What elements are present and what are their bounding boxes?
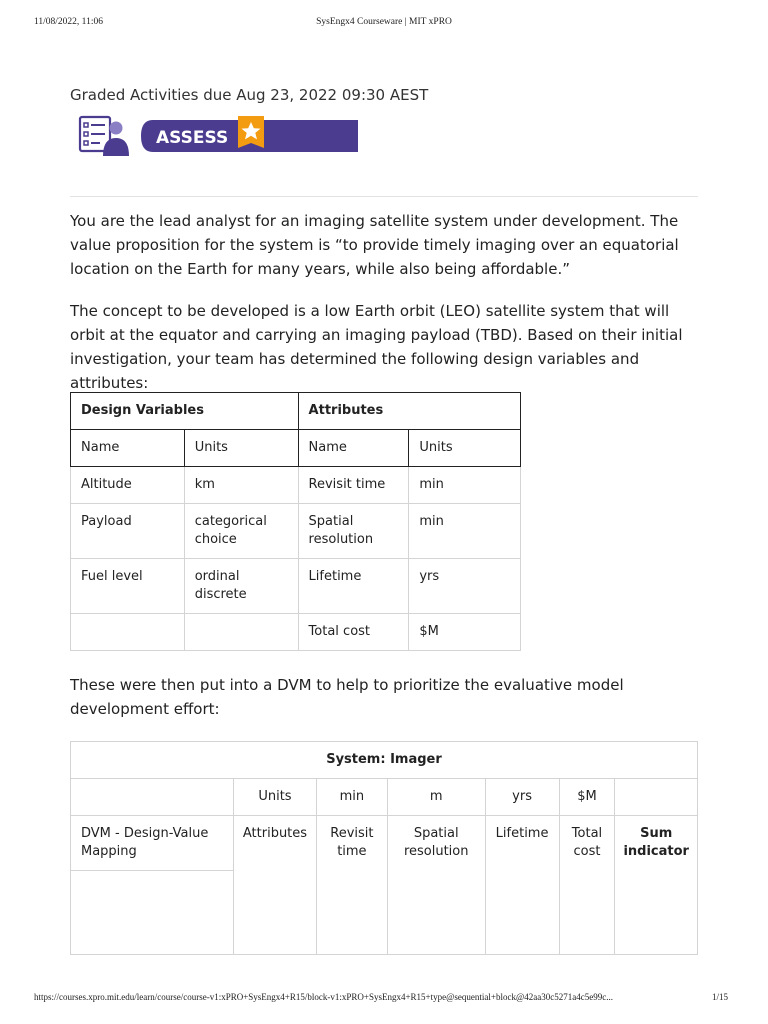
- graded-activities-due: Graded Activities due Aug 23, 2022 09:30 AEST: [70, 86, 429, 104]
- table-cell: Total cost: [559, 816, 615, 955]
- section-divider: [70, 196, 698, 197]
- table-cell: Revisit time: [316, 816, 387, 955]
- print-url: https://courses.xpro.mit.edu/learn/course/course-v1:xPRO+SysEngx4+R15/block-v1:xPRO+SysEngx4+R15+type@sequential+block@42aa30c5271a4c5e99c...: [34, 992, 613, 1002]
- table-row: [71, 504, 521, 559]
- table-cell: Altitude: [71, 467, 185, 504]
- table-cell: Fuel level: [71, 559, 185, 614]
- table-cell: $M: [409, 614, 521, 651]
- table-cell: Spatial resolution: [387, 816, 485, 955]
- design-variables-header: Design Variables: [71, 393, 299, 430]
- table-cell: [71, 779, 234, 816]
- design-variables-table: [70, 392, 521, 651]
- attributes-header: Attributes: [298, 393, 520, 430]
- page-number: 1/15: [712, 992, 729, 1002]
- table-cell: [184, 614, 298, 651]
- dvm-label-cell: [71, 816, 234, 955]
- table-row: [71, 614, 521, 651]
- dvm-label: DVM - Design-Value Mapping: [71, 816, 233, 871]
- checklist-person-icon: [80, 117, 129, 156]
- table-group-header-row: [71, 393, 521, 430]
- table-cell: min: [316, 779, 387, 816]
- table-cell: Total cost: [298, 614, 409, 651]
- table-cell: [71, 614, 185, 651]
- dvm-paragraph: These were then put into a DVM to help to prioritize the evaluative model development effort:: [70, 676, 624, 718]
- assess-label: ASSESS: [156, 128, 229, 148]
- sum-indicator-header: Sum indicator: [615, 816, 698, 955]
- col-header: Units: [184, 430, 298, 467]
- intro-paragraph: You are the lead analyst for an imaging satellite system under development. The value proposition for the system is “to provide timely imaging over an equatorial location on the Earth for many years, while also being affordable.”: [70, 212, 679, 278]
- table-cell: min: [409, 467, 521, 504]
- print-page-title: SysEngx4 Courseware | MIT xPRO: [316, 17, 452, 27]
- table-cell: min: [409, 504, 521, 559]
- table-cell: yrs: [485, 779, 559, 816]
- table-cell: yrs: [409, 559, 521, 614]
- table-cell: Payload: [71, 504, 185, 559]
- table-cell: Revisit time: [298, 467, 409, 504]
- table-cell: m: [387, 779, 485, 816]
- table-row: [71, 559, 521, 614]
- dvm-title-row: [71, 742, 698, 779]
- print-datetime: 11/08/2022, 11:06: [34, 17, 103, 27]
- table-cell: [615, 779, 698, 816]
- dvm-table: [70, 741, 698, 955]
- system-title: System: Imager: [71, 742, 698, 779]
- concept-paragraph: The concept to be developed is a low Earth orbit (LEO) satellite system that will orbit at the equator and carrying an imaging payload (TBD). Based on their initial investigation, your team has determined the following design variables and attributes:: [70, 302, 683, 392]
- assess-banner: [78, 114, 368, 158]
- table-cell: km: [184, 467, 298, 504]
- col-header: Name: [71, 430, 185, 467]
- table-cell: $M: [559, 779, 615, 816]
- dvm-units-row: [71, 779, 698, 816]
- attributes-label: Attributes: [233, 816, 316, 955]
- table-cell: ordinal discrete: [184, 559, 298, 614]
- table-row: [71, 467, 521, 504]
- col-header: Units: [409, 430, 521, 467]
- table-cell: Lifetime: [298, 559, 409, 614]
- table-subheader-row: [71, 430, 521, 467]
- table-cell: Spatial resolution: [298, 504, 409, 559]
- table-cell: Lifetime: [485, 816, 559, 955]
- table-cell: categorical choice: [184, 504, 298, 559]
- col-header: Name: [298, 430, 409, 467]
- units-label: Units: [233, 779, 316, 816]
